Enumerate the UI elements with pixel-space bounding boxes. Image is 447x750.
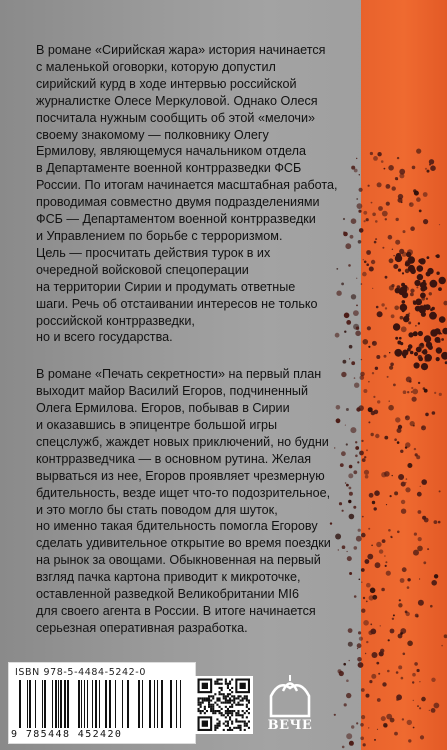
barcode-digits: 9 785448 452420 — [11, 729, 123, 740]
text-line: для своего агента в России. В итоге начинается — [36, 604, 316, 618]
text-line: В романе «Печать секретности» на первый план — [36, 367, 322, 382]
text-line: сделать удивительное открытие во время поездки — [36, 536, 331, 551]
text-line: своему знакомому — полковнику Олегу — [36, 127, 269, 142]
text-line: серьезная оперативная разработка. — [36, 620, 248, 635]
text-line: взгляд пачка картона приводит к микроточке, — [36, 570, 301, 585]
text-line: России. По итогам начинается масштабная работа, — [36, 178, 338, 193]
text-line: вырваться из нее, Егоров проявляет чрезмерную — [36, 468, 325, 483]
isbn-barcode-block — [8, 662, 196, 744]
qr-code-icon — [195, 676, 253, 734]
text-line: очередной войсковой спецоперации — [36, 262, 249, 277]
text-line: В романе «Сирийская жара» история начинается — [36, 43, 326, 57]
text-line: но именно такая бдительность помогла Егорову — [36, 519, 318, 534]
text-line: журналистке Олесе Меркуловой. Однако Олеся — [36, 93, 318, 108]
annotation-paragraph-2 — [36, 366, 368, 637]
text-line: на территории Сирии и продумать ответные — [36, 279, 296, 294]
veche-logo-icon — [265, 674, 315, 720]
text-line: контрразведчика — в основном рутина. Желая — [36, 451, 312, 466]
text-line: Олега Ермилова. Егоров, побывав в Сирии — [36, 401, 290, 416]
text-line: проводимая совместно двумя подразделениями — [36, 195, 320, 210]
text-line: выходит майор Василий Егоров, подчиненный — [36, 384, 308, 399]
isbn-label: ISBN 978-5-4484-5242-0 — [15, 667, 146, 678]
text-line: российской контрразведки, — [36, 313, 195, 328]
text-line: Цель — просчитать действия турок в их — [36, 245, 271, 260]
text-line: в Департаменте военной контрразведки ФСБ — [36, 161, 302, 176]
text-line: но и всего государства. — [36, 330, 173, 345]
text-line: сирийский курд в ходе интервью российской — [36, 76, 297, 91]
text-line: ФСБ — Департаментом военной контрразведки — [36, 212, 316, 227]
text-line: и оказавшись в эпицентре большой игры — [36, 418, 278, 433]
text-line: на рынок за овощами. Обыкновенная на первый — [36, 553, 321, 568]
text-line: с маленькой оговорки, которую допустил — [36, 59, 276, 74]
annotation-paragraph-1 — [36, 42, 368, 346]
text-line: посчитала нужным сообщить об этой «мелочи» — [36, 110, 316, 125]
text-line: и это могло бы стать поводом для шуток, — [36, 502, 278, 517]
text-line: спецслужб, жаждет новых приключений, но будни — [36, 434, 329, 449]
text-line: и Управлением по борьбе с терроризмом. — [36, 228, 283, 243]
annotation-text — [36, 42, 368, 657]
text-line: Ермилову, являющемуся начальником отдела — [36, 144, 306, 159]
text-line: бдительность, везде ищет что-то подозрительное, — [36, 485, 331, 500]
barcode-icon — [15, 680, 189, 728]
text-line: оставленной разведкой Великобритании МI6 — [36, 587, 300, 602]
publisher-name: ВЕЧЕ — [267, 718, 313, 733]
text-line: шаги. Речь об отстаивании интересов не только — [36, 296, 318, 311]
